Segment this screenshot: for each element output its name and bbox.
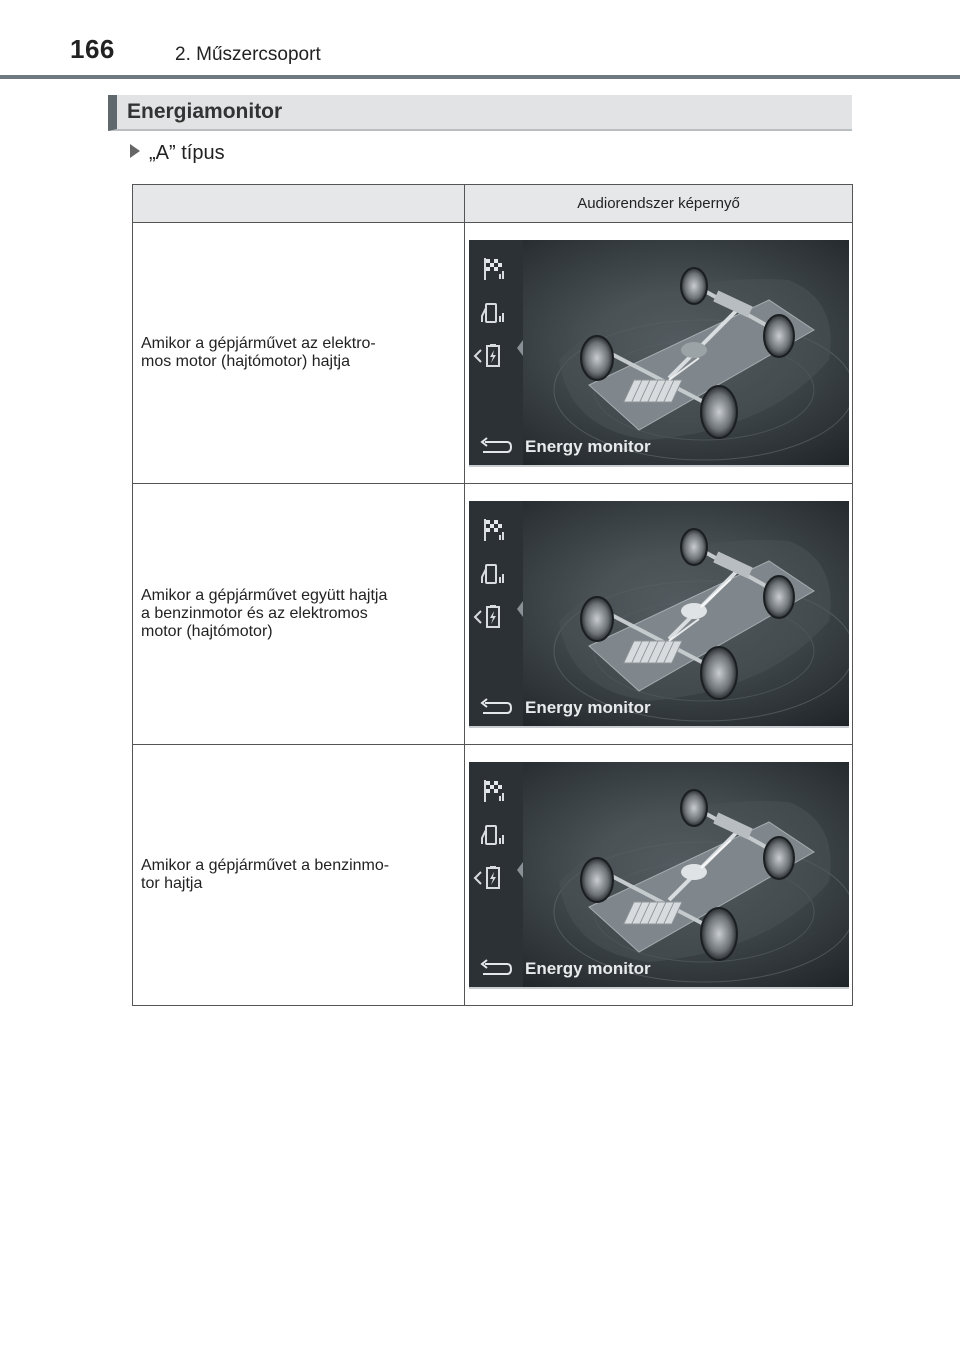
wheel: [701, 647, 737, 699]
wheel: [681, 529, 707, 565]
energy-monitor-table: [132, 184, 853, 1006]
subsection-title: „A” típus: [149, 142, 225, 164]
battery-pack: [623, 902, 681, 924]
chapter-title: 2. Műszercsoport: [175, 44, 321, 65]
description-line: Amikor a gépjárművet a benzinmo-: [141, 857, 390, 874]
description-line: a benzinmotor és az elektromos: [141, 605, 368, 622]
wheel: [764, 576, 794, 618]
screenshot-cell: [465, 745, 853, 1006]
triangle-bullet-icon: [130, 144, 140, 158]
screen-title: Energy monitor: [524, 958, 651, 978]
wheel: [701, 386, 737, 438]
screenshot-cell: [465, 223, 853, 484]
section-title-bar: [108, 95, 852, 131]
wheel: [681, 268, 707, 304]
battery-pack: [623, 380, 681, 402]
screenshot-cell: [465, 484, 853, 745]
description-line: tor hajtja: [141, 875, 203, 892]
table-row: [133, 484, 853, 745]
wheel: [581, 858, 613, 902]
wheel: [764, 315, 794, 357]
bottom-rule: [469, 465, 849, 467]
description-line: Amikor a gépjárművet az elektro-: [141, 335, 376, 352]
wheel: [581, 336, 613, 380]
wheel: [764, 837, 794, 879]
row-description: [133, 484, 465, 745]
battery-pack: [623, 641, 681, 663]
section-title: Energiamonitor: [127, 100, 283, 123]
wheel: [701, 908, 737, 960]
back-button-area: [469, 952, 523, 989]
subsection-heading: [130, 142, 225, 165]
bottom-rule: [469, 726, 849, 728]
page-number: 166: [70, 34, 115, 64]
row-description: [133, 745, 465, 1006]
back-button-area: [469, 691, 523, 728]
description-line: mos motor (hajtómotor) hajtja: [141, 353, 350, 370]
table-row: [133, 223, 853, 484]
table-header-empty: [133, 185, 465, 223]
back-button-area: [469, 430, 523, 467]
header-rule: [0, 75, 960, 79]
table-header-screen: Audiorendszer képernyő: [465, 185, 853, 223]
bottom-rule: [469, 987, 849, 989]
wheel: [581, 597, 613, 641]
screen-title: Energy monitor: [524, 697, 651, 717]
energy-monitor-screen: [469, 501, 849, 728]
energy-monitor-screen: [469, 762, 849, 989]
description-line: motor (hajtómotor): [141, 623, 273, 640]
energy-monitor-screen: [469, 240, 849, 467]
wheel: [681, 790, 707, 826]
engine-unit: [681, 342, 707, 358]
row-description: [133, 223, 465, 484]
screen-title: Energy monitor: [524, 436, 651, 456]
table-row: [133, 745, 853, 1006]
table-header-row: [133, 185, 853, 223]
description-line: Amikor a gépjárművet együtt hajtja: [141, 587, 388, 604]
